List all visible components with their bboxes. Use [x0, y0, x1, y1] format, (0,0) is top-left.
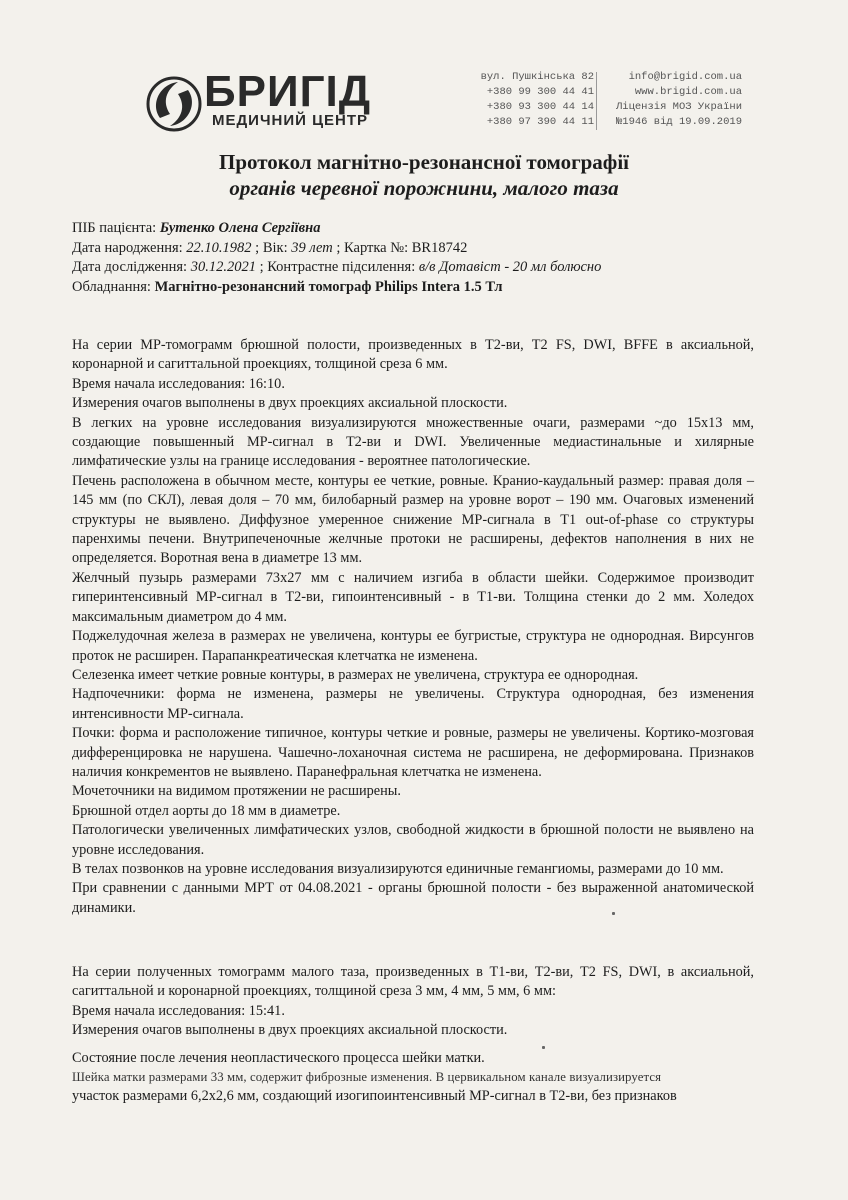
name-label: ПІБ пацієнта:: [72, 220, 160, 236]
card-label: ; Картка №:: [332, 239, 412, 256]
paragraph: участок размерами 6,2х2,6 мм, создающий изогипоинтенсивный МР-сигнал в Т2-ви, без признаков: [72, 1088, 677, 1105]
pelvis-findings: [72, 963, 754, 1107]
phone-line: +380 99 300 44 41: [486, 86, 594, 98]
paragraph: При сравнении с данными МРТ от 04.08.2021 - органы брюшной полости - без выраженной анатомической динамики.: [72, 880, 754, 916]
study-date-row: [72, 258, 772, 278]
paragraph: Печень расположена в обычном месте, контуры ее четкие, ровные. Кранио-каудальный размер: правая доля – 145 мм (по СКЛ), левая доля – 70 мм, билобарный размер на уровне ворот – 190 мм. Очаговых изменений структуры не выявлено. Диффузное умеренное снижение МР-сигнала в Т1 out-of-phase со структуры паренхимы печени. Внутрипеченочные желчные протоки не расширены, дефектов наполнения в них не определяется. Воротная вена в диаметре 13 мм.: [72, 472, 754, 567]
phone-line: +380 93 300 44 14: [486, 101, 594, 113]
patient-dob: 22.10.1982: [186, 239, 252, 256]
license-number-line: №1946 від 19.09.2019: [615, 116, 742, 128]
brand-name: БРИГІД: [204, 67, 372, 116]
equipment-label: Обладнання:: [72, 278, 155, 295]
contrast-value: в/в Дотавіст - 20 мл болюсно: [418, 259, 602, 275]
contact-web: [598, 70, 742, 130]
age-label: ; Вік:: [251, 239, 292, 256]
patient-name: Бутенко Олена Сергіївна: [159, 220, 321, 236]
paragraph: Селезенка имеет четкие ровные контуры, в размерах не увеличена, структура ее однородная.: [72, 666, 639, 683]
paragraph: Почки: форма и расположение типичное, контуры четкие и ровные, размеры не увеличены. Кортико-мозговая дифференцировка не нарушена. Чашечно-лоханочная система не расширена, не деформирована. Признаков наличия конкрементов не выявлено. Паранефральная клетчатка не изменена.: [72, 725, 754, 780]
paragraph: Измерения очагов выполнены в двух проекциях аксиальной плоскости.: [72, 1022, 508, 1039]
paragraph: Патологически увеличенных лимфатических узлов, свободной жидкости в брюшной полости не выявлено на уровне исследования.: [72, 822, 754, 858]
paragraph: Мочеточники на видимом протяжении не расширены.: [72, 783, 401, 800]
logo-swirl-icon: [142, 68, 206, 140]
patient-age: 39 лет: [291, 239, 333, 256]
paragraph: Брюшной отдел аорты до 18 мм в диаметре.: [72, 802, 341, 819]
header-divider: [596, 72, 597, 130]
paragraph-partial: Шейка матки размерами 33 мм, содержит фиброзные изменения. В цервикальном канале визуализируется: [72, 1070, 662, 1085]
paragraph: Время начала исследования: 15:41.: [72, 1002, 285, 1019]
study-date-label: Дата дослідження:: [72, 259, 191, 275]
patient-dob-row: [72, 239, 772, 259]
email-line: info@brigid.com.ua: [628, 71, 742, 83]
paragraph: Желчный пузырь размерами 73х27 мм с наличием изгиба в области шейки. Содержимое производит гиперинтенсивный МР-сигнал в Т2-ви, гипоинтенсивный - в Т1-ви. Толщина стенки до 2 мм. Холедох максимальным диаметром до 4 мм.: [72, 569, 754, 625]
paragraph: Время начала исследования: 16:10.: [72, 375, 285, 392]
brand-logo: [142, 68, 472, 140]
contrast-label: ; Контрастне підсилення:: [255, 259, 419, 275]
license-line: Ліцензія МОЗ України: [615, 101, 742, 113]
card-number: BR18742: [411, 239, 468, 256]
paragraph: Надпочечники: форма не изменена, размеры не увеличены. Структура однородная, без изменения интенсивности МР-сигнала.: [72, 686, 754, 722]
brand-subtitle: МЕДИЧНИЙ ЦЕНТР: [212, 112, 369, 129]
equipment-value: Магнітно-резонансний томограф Philips Intera 1.5 Тл: [154, 278, 503, 295]
paragraph: На серии полученных томограмм малого таза, произведенных в Т1-ви, Т2-ви, Т2 FS, DWI, в аксиальной, сагиттальной и коронарной проекциях, толщиной среза 3 мм, 4 мм, 5 мм, 6 мм:: [72, 964, 754, 1000]
patient-info: [72, 219, 772, 297]
dob-label: Дата народження:: [72, 239, 187, 256]
study-date: 30.12.2021: [190, 259, 256, 275]
phone-line: +380 97 390 44 11: [486, 116, 594, 128]
contact-address: [478, 70, 594, 130]
paragraph: Поджелудочная железа в размерах не увеличена, контуры ее бугристые, структура не однородная. Вирсунгов проток не расширен. Парапанкреатическая клетчатка не изменена.: [72, 628, 754, 664]
document-subtitle: органів черевної порожнини, малого таза: [229, 176, 619, 200]
address-line: вул. Пушкінська 82: [480, 71, 594, 83]
patient-name-row: [72, 219, 772, 239]
abdomen-findings: [72, 336, 754, 918]
paragraph: В легких на уровне исследования визуализируются множественные очаги, размерами ~до 15х13 мм, создающие повышенный МР-сигнал в Т2-ви и DWI. Увеличенные медиастинальные и хилярные лимфатические узлы на границе исследования - вероятнее патологические.: [72, 414, 754, 470]
website-line: www.brigid.com.ua: [634, 86, 742, 98]
paragraph: Состояние после лечения неопластического процесса шейки матки.: [72, 1049, 485, 1066]
paragraph: Измерения очагов выполнены в двух проекциях аксиальной плоскости.: [72, 395, 508, 412]
paragraph: В телах позвонков на уровне исследования визуализируются единичные гемангиомы, размерами до 10 мм.: [72, 860, 724, 877]
document-title: Протокол магнітно-резонансної томографії: [219, 150, 629, 174]
scan-speck: [612, 912, 615, 915]
paragraph: На серии МР-томограмм брюшной полости, произведенных в Т2-ви, Т2 FS, DWI, BFFE в аксиальной, коронарной и сагиттальной проекциях, толщиной среза 6 мм.: [72, 337, 754, 373]
equipment-row: [72, 278, 772, 298]
scan-speck: [542, 1046, 545, 1049]
